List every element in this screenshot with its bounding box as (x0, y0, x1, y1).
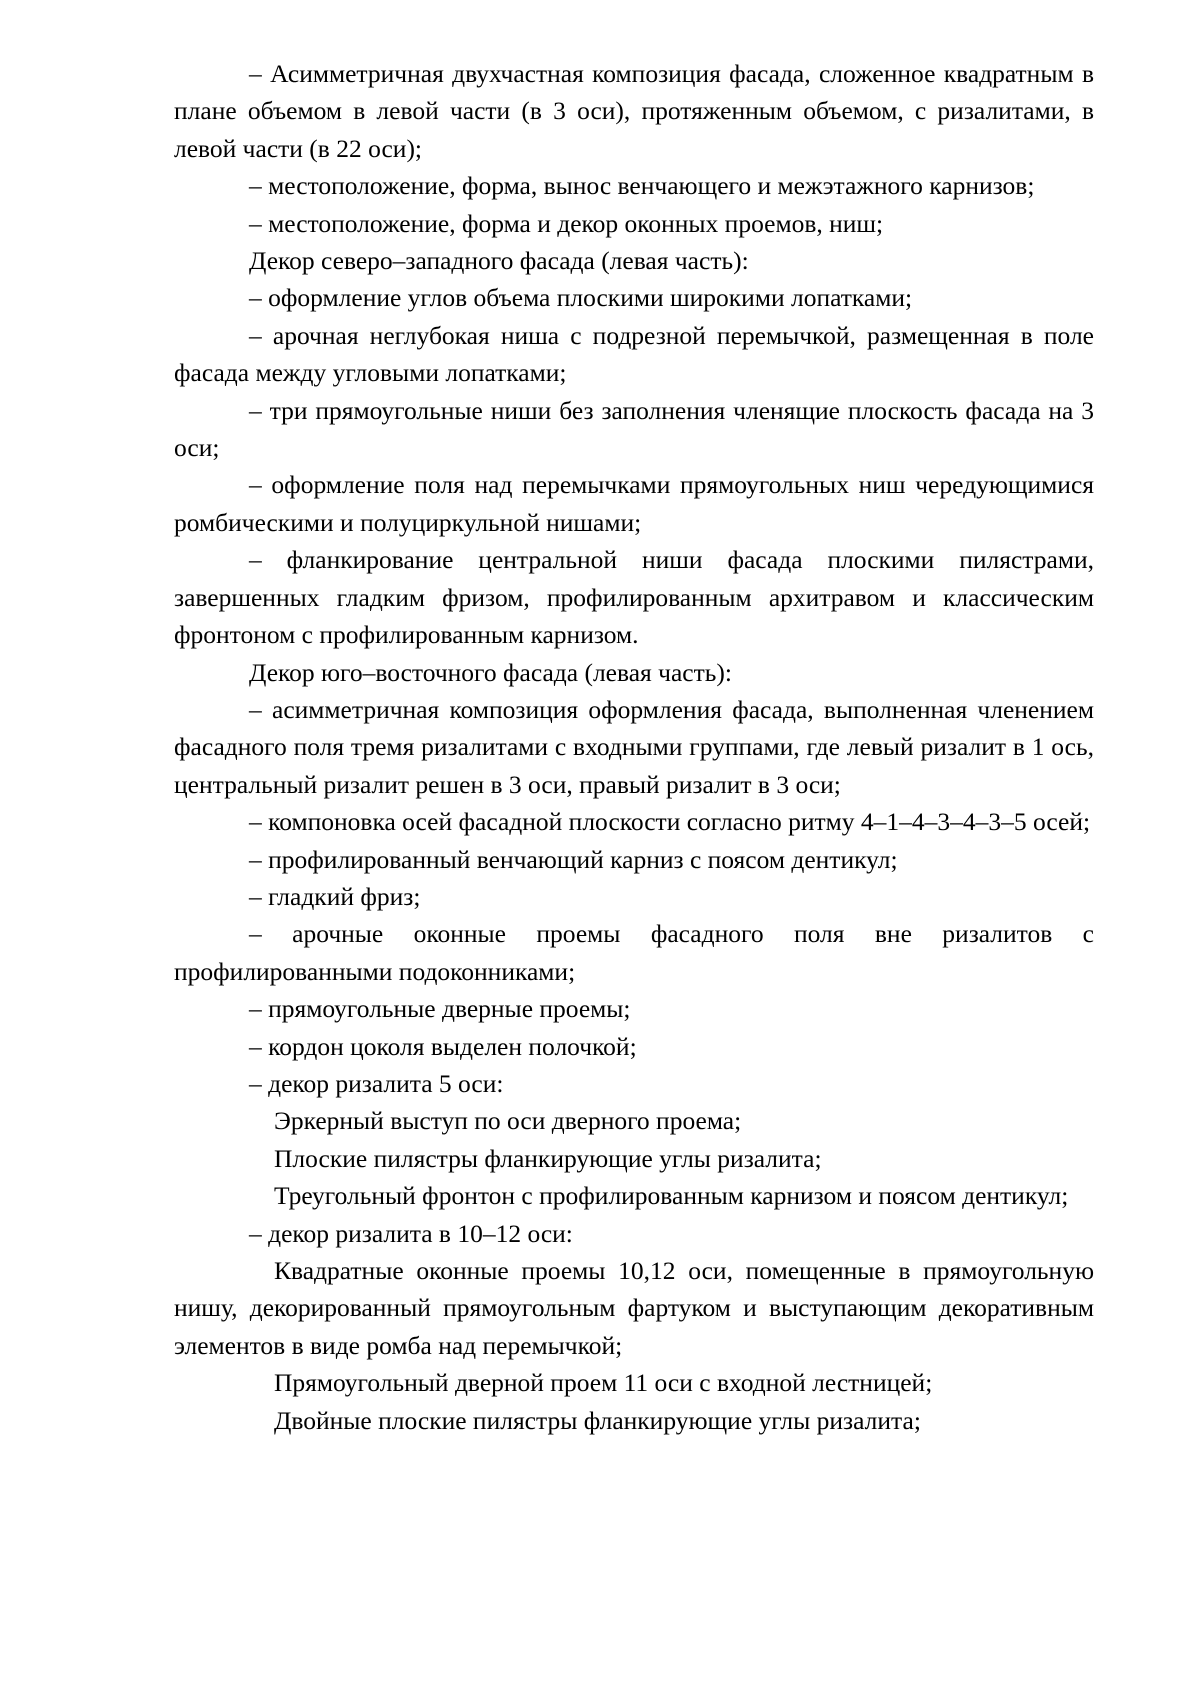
paragraph-flat-pilasters: Плоские пилястры фланкирующие углы ризалита; (274, 1143, 822, 1173)
paragraph-window-openings: – местоположение, форма и декор оконных проемов, ниш; (249, 208, 884, 238)
paragraph-cornices: – местоположение, форма, вынос венчающего и межэтажного карнизов; (249, 171, 1035, 201)
paragraph-pilasters-pediment: – фланкирование центральной ниши фасада плоскими пилястрами, завершенных гладким фризом, профилированным архитравом и классическим фронтоном с профилированным карнизом. (174, 545, 1094, 650)
paragraph-square-windows: Квадратные оконные проемы 10,12 оси, помещенные в прямоугольную нишу, декорированный прямоугольным фартуком и выступающим декоративным элементов в виде ромба над перемычкой; (174, 1256, 1094, 1360)
paragraph-rhombic-niches: – оформление поля над перемычками прямоугольных ниш чередующимися ромбическими и полуциркульной нишами; (174, 470, 1094, 537)
paragraph-corner-lesenes: – оформление углов объема плоскими широкими лопатками; (249, 283, 913, 313)
paragraph-rectangular-niches: – три прямоугольные ниши без заполнения членящие плоскость фасада на 3 оси; (174, 395, 1094, 463)
paragraph-door-with-stairs: Прямоугольный дверной проем 11 оси с входной лестницей; (274, 1368, 933, 1398)
paragraph-arched-windows: – арочные оконные проемы фасадного поля вне ризалитов с профилированными подоконниками; (174, 919, 1094, 986)
paragraph-asymmetric-composition: – асимметричная композиция оформления фасада, выполненная членением фасадного поля тремя ризалитами с входными группами, где левый ризалит в 1 ось, центральный ризалит решен в 3 оси, правый ризалит в 3 оси; (174, 694, 1094, 799)
paragraph-risalit-5: – декор ризалита 5 оси: (249, 1068, 504, 1098)
paragraph-axes-rhythm: – компоновка осей фасадной плоскости согласно ритму 4–1–4–3–4–3–5 осей; (249, 807, 1091, 837)
paragraph-risalit-10-12: – декор ризалита в 10–12 оси: (249, 1218, 573, 1248)
paragraph-crowning-cornice: – профилированный венчающий карниз с поясом дентикул; (249, 844, 898, 874)
paragraph-double-pilasters: Двойные плоские пилястры фланкирующие углы ризалита; (274, 1405, 921, 1435)
paragraph-bay-projection: Эркерный выступ по оси дверного проема; (274, 1106, 742, 1136)
paragraph-smooth-frieze: – гладкий фриз; (249, 881, 421, 911)
paragraph-facade-composition: – Асимметричная двухчастная композиция фасада, сложенное квадратным в плане объемом в левой части (в 3 оси), протяженным объемом, с ризалитами, в левой части (в 22 оси); (174, 59, 1094, 163)
paragraph-triangular-pediment: Треугольный фронтон с профилированным карнизом и поясом дентикул; (274, 1181, 1069, 1211)
document-page (174, 55, 1094, 1439)
paragraph-arched-niche: – арочная неглубокая ниша с подрезной перемычкой, размещенная в поле фасада между угловыми лопатками; (174, 320, 1094, 388)
paragraph-plinth-cordon: – кордон цоколя выделен полочкой; (249, 1031, 637, 1061)
heading-northwest-facade: Декор северо–западного фасада (левая часть): (249, 246, 749, 276)
paragraph-door-openings: – прямоугольные дверные проемы; (249, 994, 631, 1024)
heading-southeast-facade: Декор юго–восточного фасада (левая часть): (249, 657, 732, 687)
